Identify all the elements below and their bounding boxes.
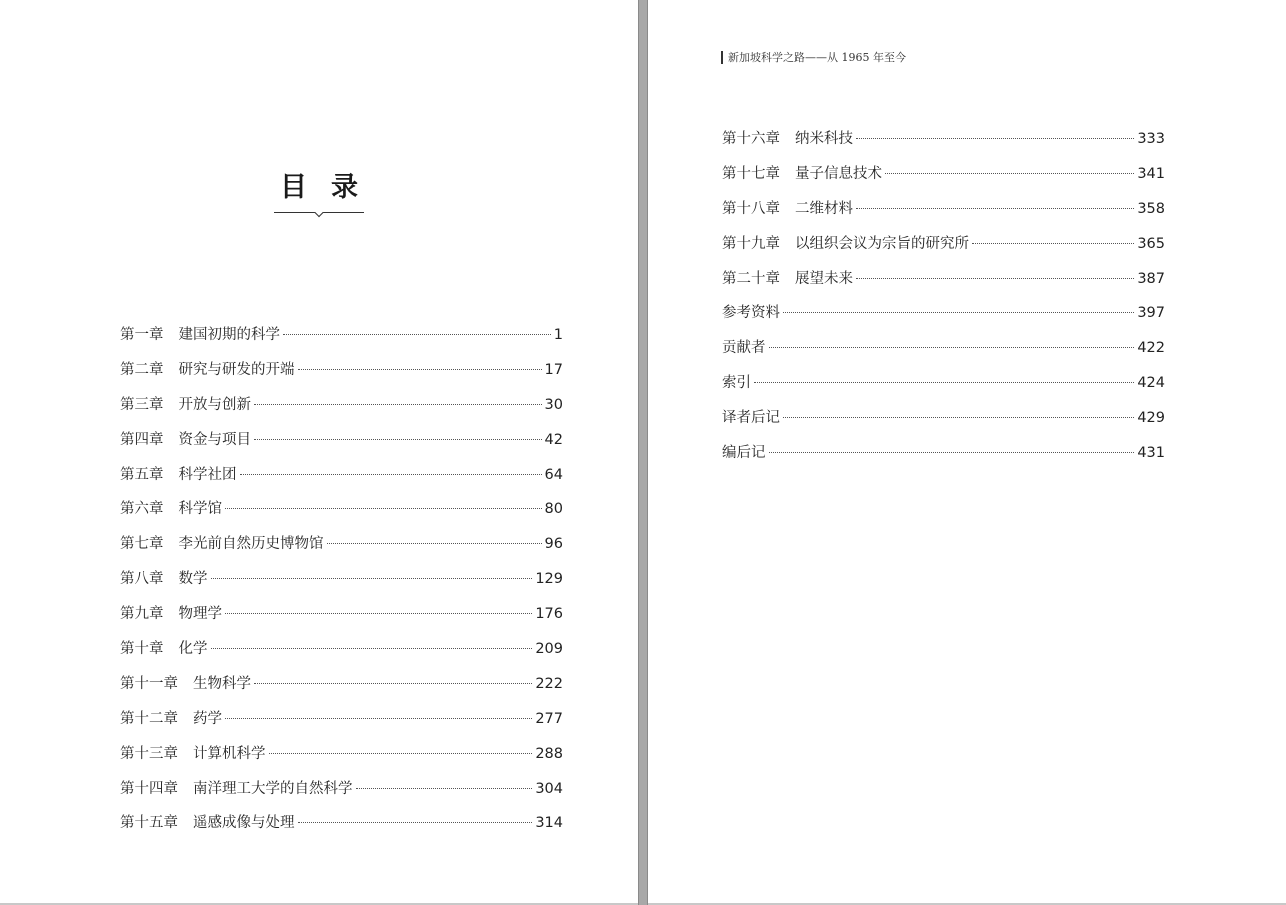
- toc-page-number: 304: [535, 780, 563, 797]
- toc-entry[interactable]: [120, 423, 563, 458]
- toc-entry[interactable]: [120, 458, 563, 493]
- dot-leader: [783, 311, 1134, 313]
- toc-entry[interactable]: [120, 772, 563, 807]
- toc-chapter-title: 遥感成像与处理: [193, 815, 295, 832]
- toc-chapter-number: 第一章: [120, 327, 164, 343]
- dot-leader: [972, 242, 1134, 244]
- toc-entry[interactable]: [722, 227, 1165, 262]
- toc-entry[interactable]: [722, 262, 1165, 297]
- toc-chapter-title: 量子信息技术: [795, 165, 882, 182]
- toc-chapter-title: 科学馆: [178, 501, 222, 518]
- toc-entry[interactable]: [120, 492, 563, 527]
- dot-leader: [856, 207, 1134, 209]
- toc-chapter-title: 计算机科学: [193, 745, 266, 762]
- dot-leader: [225, 612, 532, 614]
- toc-chapter-title: 参考资料: [722, 305, 780, 322]
- toc-page-number: 30: [544, 396, 563, 413]
- toc-page-number: 397: [1137, 305, 1165, 322]
- toc-chapter-title: 资金与项目: [178, 431, 251, 448]
- toc-entry[interactable]: [722, 401, 1165, 436]
- toc-page-number: 314: [535, 815, 563, 832]
- toc-chapter-number: 第十三章: [120, 745, 178, 762]
- left-page: [0, 0, 638, 905]
- toc-page-number: 365: [1137, 235, 1165, 252]
- dot-leader: [298, 368, 542, 370]
- toc-chapter-title: 科学社团: [178, 466, 237, 483]
- toc-page-number: 96: [544, 536, 563, 553]
- dot-leader: [885, 172, 1134, 174]
- toc-page-number: 209: [535, 641, 563, 658]
- toc-page-number: 129: [535, 571, 563, 588]
- dot-leader: [211, 577, 533, 579]
- toc-list-right: [722, 122, 1165, 471]
- toc-entry[interactable]: [120, 527, 563, 562]
- toc-chapter-title: 物理学: [178, 606, 222, 623]
- toc-entry[interactable]: [722, 122, 1165, 157]
- toc-chapter-title: 数学: [178, 571, 208, 588]
- dot-leader: [225, 507, 542, 509]
- toc-page-number: 80: [544, 501, 563, 518]
- toc-page-number: 387: [1137, 270, 1165, 287]
- toc-entry[interactable]: [722, 157, 1165, 192]
- toc-title: 目录: [280, 172, 382, 203]
- toc-entry[interactable]: [120, 597, 563, 632]
- toc-page-number: 17: [544, 361, 563, 378]
- dot-leader: [254, 682, 532, 684]
- title-underline-ornament: [274, 208, 364, 220]
- toc-chapter-number: 第十六章: [722, 131, 780, 147]
- toc-chapter-title: 贡献者: [722, 340, 766, 357]
- toc-page-number: 277: [535, 710, 563, 727]
- toc-page-number: 176: [535, 606, 563, 623]
- toc-entry[interactable]: [722, 436, 1165, 471]
- toc-entry[interactable]: [120, 702, 563, 737]
- toc-chapter-title: 李光前自然历史博物馆: [178, 536, 324, 553]
- toc-chapter-number: 第十九章: [722, 235, 780, 252]
- toc-chapter-title: 建国初期的科学: [178, 327, 280, 343]
- dot-leader: [856, 137, 1134, 139]
- toc-chapter-number: 第七章: [120, 536, 164, 553]
- toc-page-number: 42: [544, 431, 563, 448]
- toc-chapter-title: 二维材料: [795, 200, 853, 217]
- running-head: 新加坡科学之路——从 1965 年至今: [721, 51, 906, 64]
- toc-page-number: 431: [1137, 445, 1165, 462]
- toc-entry[interactable]: [120, 353, 563, 388]
- toc-chapter-number: 第十一章: [120, 675, 178, 692]
- toc-entry[interactable]: [120, 806, 563, 841]
- dot-leader: [269, 752, 533, 754]
- toc-chapter-number: 第十七章: [722, 165, 780, 182]
- dot-leader: [298, 821, 533, 823]
- dot-leader: [783, 416, 1134, 418]
- dot-leader: [211, 647, 533, 649]
- dot-leader: [327, 542, 542, 544]
- dot-leader: [769, 451, 1135, 453]
- toc-page-number: 424: [1137, 375, 1165, 392]
- toc-chapter-title: 化学: [178, 641, 208, 658]
- toc-page-number: 429: [1137, 410, 1165, 427]
- toc-chapter-number: 第五章: [120, 466, 164, 483]
- toc-chapter-number: 第十章: [120, 641, 164, 658]
- toc-chapter-title: 以组织会议为宗旨的研究所: [795, 235, 969, 252]
- toc-chapter-title: 药学: [193, 710, 222, 727]
- toc-entry[interactable]: [120, 737, 563, 772]
- toc-entry[interactable]: [722, 296, 1165, 331]
- right-page: [648, 0, 1286, 905]
- toc-entry[interactable]: [120, 388, 563, 423]
- toc-entry[interactable]: [722, 331, 1165, 366]
- dot-leader: [754, 381, 1134, 383]
- toc-title-block: [0, 168, 638, 220]
- toc-page-number: 422: [1137, 340, 1165, 357]
- dot-leader: [856, 277, 1134, 279]
- toc-chapter-title: 展望未来: [795, 270, 853, 287]
- toc-chapter-number: 第十八章: [722, 200, 780, 217]
- dot-leader: [254, 438, 542, 440]
- toc-chapter-number: 第九章: [120, 606, 164, 623]
- toc-page-number: 64: [544, 466, 563, 483]
- page-gutter: [638, 0, 648, 905]
- toc-chapter-number: 第三章: [120, 396, 164, 413]
- toc-page-number: 288: [535, 745, 563, 762]
- toc-entry[interactable]: [120, 632, 563, 667]
- dot-leader: [356, 787, 533, 789]
- toc-chapter-number: 第六章: [120, 501, 164, 518]
- toc-page-number: 358: [1137, 200, 1165, 217]
- toc-entry[interactable]: [120, 667, 563, 702]
- toc-chapter-title: 纳米科技: [795, 131, 853, 147]
- toc-chapter-number: 第十二章: [120, 710, 178, 727]
- toc-chapter-title: 译者后记: [722, 410, 780, 427]
- toc-list-left: [120, 318, 563, 841]
- dot-leader: [769, 346, 1135, 348]
- toc-page-number: 222: [535, 675, 563, 692]
- toc-entry[interactable]: [120, 562, 563, 597]
- toc-entry[interactable]: [722, 366, 1165, 401]
- toc-chapter-title: 南洋理工大学的自然科学: [193, 780, 353, 797]
- toc-chapter-title: 编后记: [722, 445, 766, 462]
- toc-entry[interactable]: [722, 192, 1165, 227]
- toc-entry[interactable]: [120, 318, 563, 353]
- toc-chapter-number: 第二章: [120, 361, 164, 378]
- dot-leader: [225, 717, 532, 719]
- toc-page-number: 1: [553, 327, 563, 343]
- dot-leader: [283, 333, 551, 335]
- toc-chapter-number: 第十四章: [120, 780, 178, 797]
- toc-chapter-number: 第二十章: [722, 270, 780, 287]
- toc-page-number: 341: [1137, 165, 1165, 182]
- toc-chapter-title: 索引: [722, 375, 751, 392]
- dot-leader: [254, 403, 542, 405]
- dot-leader: [240, 473, 542, 475]
- toc-chapter-title: 研究与研发的开端: [178, 361, 295, 378]
- toc-chapter-number: 第四章: [120, 431, 164, 448]
- toc-chapter-number: 第八章: [120, 571, 164, 588]
- toc-chapter-title: 生物科学: [193, 675, 251, 692]
- toc-chapter-number: 第十五章: [120, 815, 178, 832]
- toc-chapter-title: 开放与创新: [178, 396, 251, 413]
- toc-page-number: 333: [1137, 131, 1165, 147]
